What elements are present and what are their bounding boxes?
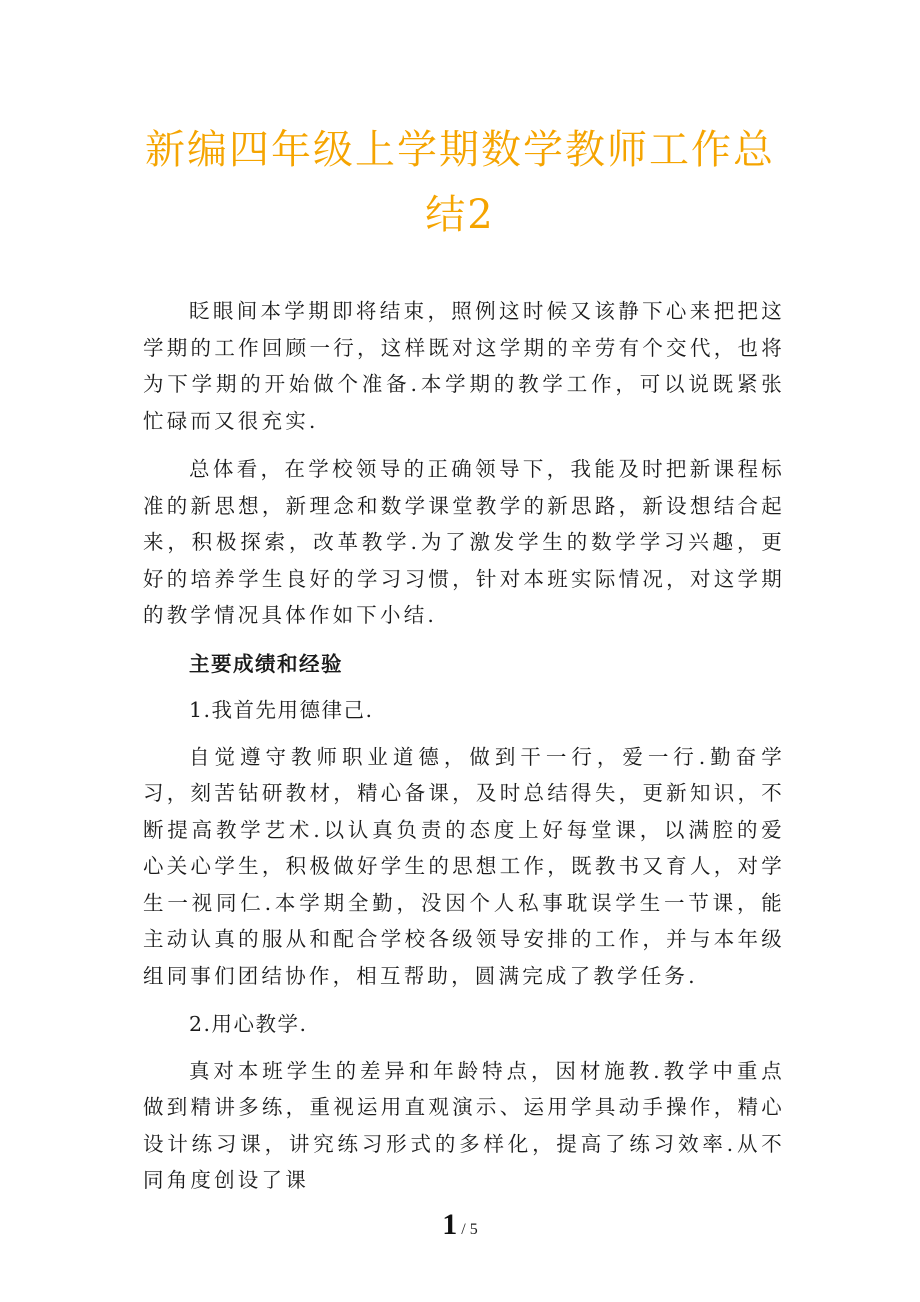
item-1-body: 自觉遵守教师职业道德，做到干一行，爱一行.勤奋学习，刻苦钻研教材，精心备课，及时总结得失，更新知识，不断提高教学艺术.以认真负责的态度上好每堂课，以满腔的爱心关心学生，积极做好学生的思想工作，既教书又育人，对学生一视同仁.本学期全勤，没因个人私事耽误学生一节课，能主动认真的服从和配合学校各级领导安排的工作，并与本年级组同事们团结协作，相互帮助，圆满完成了教学任务. — [143, 744, 785, 988]
document-title-line-1: 新编四年级上学期数学教师工作总 — [145, 127, 775, 173]
page-footer — [0, 1208, 920, 1242]
paragraph-overview: 总体看，在学校领导的正确领导下，我能及时把新课程标准的新思想，新理念和数学课堂教学的新思路，新设想结合起来，积极探索，改革教学.为了激发学生的数学学习兴趣，更好的培养学生良好的学习习惯，针对本班实际情况，对这学期的教学情况具体作如下小结. — [143, 457, 785, 627]
document-title-line-2: 结2 — [425, 192, 495, 238]
item-1-title: 1.我首先用德律己. — [189, 698, 374, 722]
page-number-current: 1 — [442, 1208, 458, 1241]
item-2-body: 真对本班学生的差异和年龄特点，因材施教.教学中重点做到精讲多练，重视运用直观演示、运用学具动手操作，精心设计练习课，讲究练习形式的多样化，提高了练习效率.从不同角度创设了课 — [143, 1058, 785, 1192]
section-heading: 主要成绩和经验 — [189, 651, 343, 676]
item-2-title: 2.用心教学. — [189, 1012, 308, 1036]
paragraph-intro: 眨眼间本学期即将结束，照例这时候又该静下心来把把这学期的工作回顾一行，这样既对这学期的辛劳有个交代，也将为下学期的开始做个准备.本学期的教学工作，可以说既紧张忙碌而又很充实. — [143, 299, 785, 433]
document-body — [143, 293, 785, 1211]
page-number-total: / 5 — [461, 1221, 478, 1238]
